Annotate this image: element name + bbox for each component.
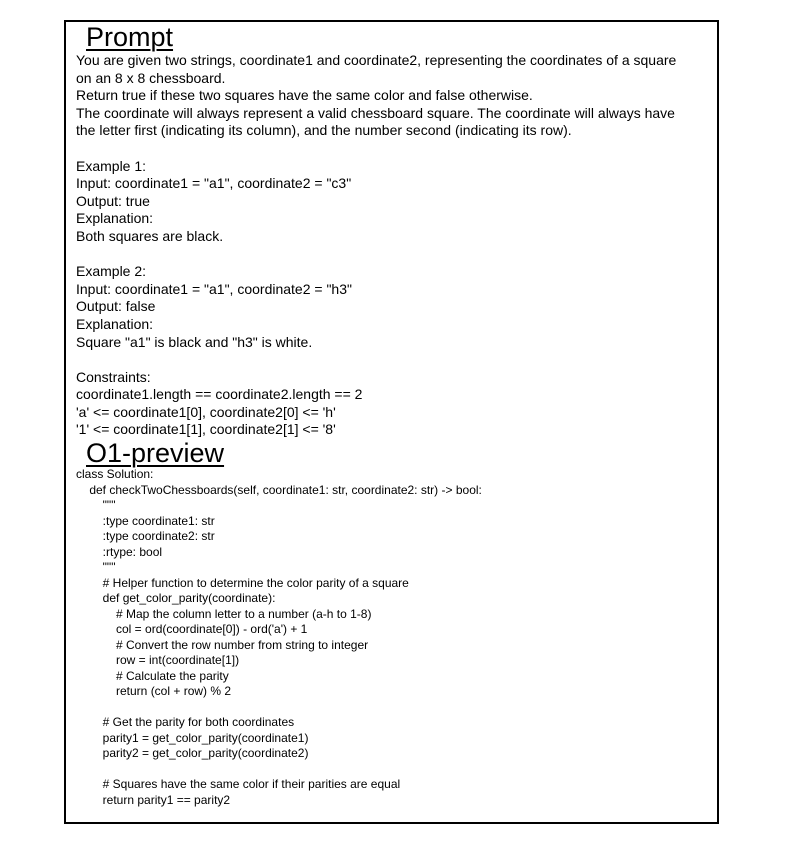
prompt-line: Both squares are black. [76, 227, 224, 244]
prompt-line: Example 2: [76, 263, 147, 280]
code-line: :type coordinate1: str [76, 513, 215, 528]
blank-line [76, 351, 707, 369]
prompt-line: Explanation: [76, 315, 154, 332]
prompt-line: Square "a1" is black and "h3" is white. [76, 333, 313, 350]
code-line [76, 762, 707, 778]
code-line: row = int(coordinate[1]) [76, 653, 240, 668]
solution-code [76, 467, 707, 808]
code-line: # Helper function to determine the color parity of a square [76, 575, 409, 590]
code-line: # Get the parity for both coordinates [76, 715, 295, 730]
blank-line [76, 140, 707, 158]
prompt-line: Output: true [76, 192, 150, 209]
solution-heading: O1-preview [86, 438, 225, 469]
code-line: col = ord(coordinate[0]) - ord('a') + 1 [76, 622, 308, 637]
code-line: def get_color_parity(coordinate): [76, 591, 276, 606]
code-line: parity2 = get_color_parity(coordinate2) [76, 746, 309, 761]
prompt-line: You are given two strings, coordinate1 and coordinate2, representing the coordinates of a square [76, 52, 677, 68]
code-line: return (col + row) % 2 [76, 684, 232, 699]
code-line: # Squares have the same color if their parities are equal [76, 777, 401, 792]
prompt-line: Input: coordinate1 = "a1", coordinate2 = "c3" [76, 175, 352, 192]
prompt-line: on an 8 x 8 chessboard. [76, 69, 226, 86]
prompt-line: coordinate1.length == coordinate2.length == 2 [76, 386, 363, 403]
prompt-line: '1' <= coordinate1[1], coordinate2[1] <= '8' [76, 421, 336, 438]
code-line: :rtype: bool [76, 544, 163, 559]
code-line: """ [76, 498, 116, 513]
prompt-line: 'a' <= coordinate1[0], coordinate2[0] <= 'h' [76, 403, 336, 420]
code-line: return parity1 == parity2 [76, 792, 231, 807]
blank-line [76, 246, 707, 264]
prompt-line: Example 1: [76, 157, 147, 174]
prompt-line: Constraints: [76, 368, 151, 385]
code-line: def checkTwoChessboards(self, coordinate1: str, coordinate2: str) -> bool: [76, 482, 482, 497]
prompt-line: Output: false [76, 298, 156, 315]
prompt-line: Return true if these two squares have the same color and false otherwise. [76, 87, 533, 104]
prompt-body [76, 52, 707, 439]
prompt-line: the letter first (indicating its column), and the number second (indicating its row). [76, 122, 572, 139]
prompt-line: Input: coordinate1 = "a1", coordinate2 = "h3" [76, 280, 352, 297]
code-line: class Solution: [76, 467, 154, 482]
code-line: parity1 = get_color_parity(coordinate1) [76, 730, 309, 745]
prompt-heading: Prompt [86, 22, 174, 52]
code-line [76, 700, 707, 716]
code-line: """ [76, 560, 116, 575]
document-frame [64, 20, 719, 824]
code-line: :type coordinate2: str [76, 529, 215, 544]
code-line: # Convert the row number from string to integer [76, 637, 369, 652]
code-line: # Calculate the parity [76, 668, 229, 683]
prompt-line: Explanation: [76, 210, 154, 227]
prompt-line: The coordinate will always represent a valid chessboard square. The coordinate will always have [76, 104, 675, 121]
code-line: # Map the column letter to a number (a-h to 1-8) [76, 606, 372, 621]
